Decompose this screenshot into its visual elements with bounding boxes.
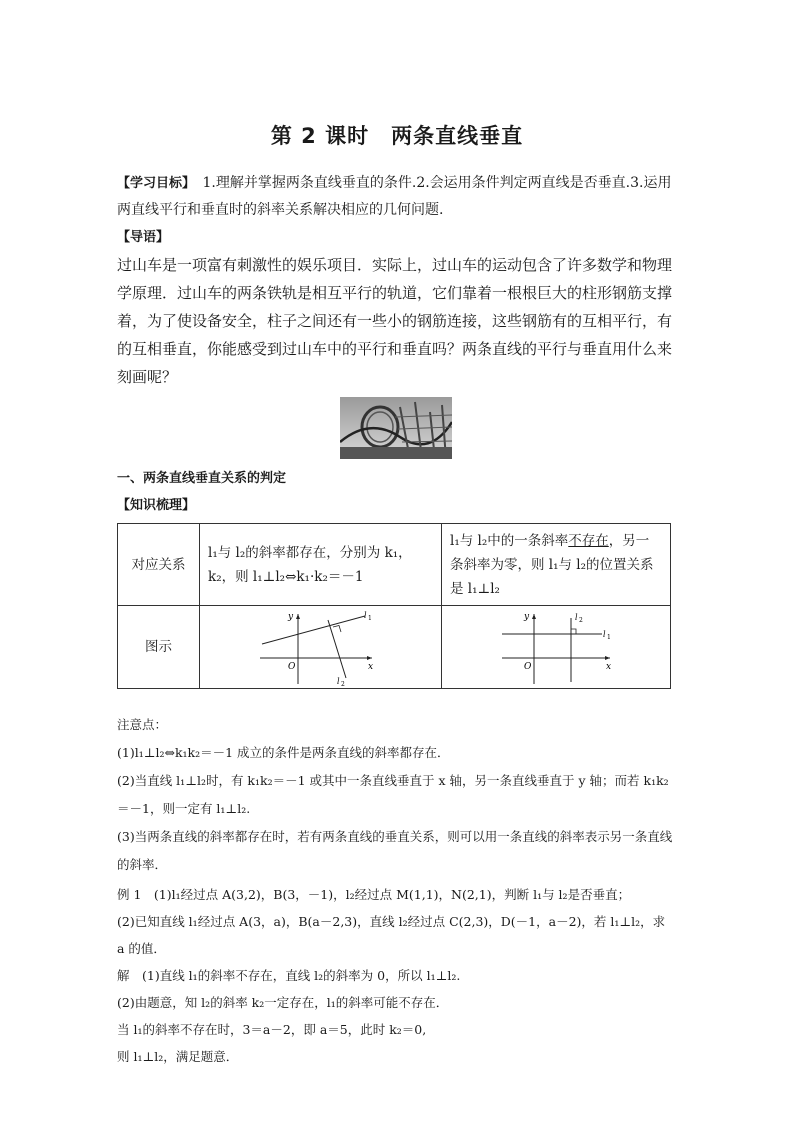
notes-block	[117, 711, 675, 879]
cell-text-pre: l₁与 l₂中的一条斜率	[450, 532, 569, 549]
cell-text-post: ，另一条斜率为零，则 l₁与 l₂的位置关系是 l₁⊥l₂	[450, 532, 654, 597]
solution-line-3: 当 l₁的斜率不存在时，3＝a－2，即 a＝5，此时 k₂＝0,	[117, 1022, 427, 1037]
table-head-figure: 图示	[118, 606, 200, 689]
example-1-part2: (2)已知直线 l₁经过点 A(3，a)，B(a－2,3)，直线 l₂经过点 C(2,3)，D(－1，a－2)，若 l₁⊥l₂，求 a 的值．	[117, 914, 666, 956]
table-cell-slopes-exist: l₁与 l₂的斜率都存在，分别为 k₁，k₂，则 l₁⊥l₂⇔k₁·k₂＝－1	[200, 524, 442, 606]
note-3: (3)当两条直线的斜率都存在时，若有两条直线的垂直关系，则可以用一条直线的斜率表示另一条直线的斜率．	[117, 829, 673, 872]
intro-label: 【导语】	[117, 230, 170, 245]
l2-subscript: 2	[341, 681, 345, 688]
perpendicular-table	[117, 523, 671, 689]
origin-label: O	[524, 662, 532, 672]
oblique-perpendicular-diagram	[200, 606, 440, 688]
objectives-text: 1.理解并掌握两条直线垂直的条件.2.会运用条件判定两直线是否垂直.3.运用两直线平行和垂直时的斜率关系解决相应的几何问题.	[117, 175, 672, 218]
page-title: 第 2 课时 两条直线垂直	[270, 124, 524, 148]
table-cell-slope-undefined	[442, 524, 671, 606]
example-1-part1: 例 1 (1)l₁经过点 A(3,2)，B(3，－1)，l₂经过点 M(1,1)，N(2,1)，判断 l₁与 l₂是否垂直；	[117, 887, 631, 902]
figure-axis-parallel-lines	[442, 606, 671, 689]
l1-label: l	[364, 611, 367, 620]
notes-label: 注意点：	[117, 717, 168, 732]
x-axis-label: x	[606, 662, 612, 672]
x-axis-label: x	[368, 662, 374, 672]
l1-label: l	[603, 630, 606, 639]
origin-label: O	[288, 662, 296, 672]
solution-line-4: 则 l₁⊥l₂，满足题意．	[117, 1049, 239, 1064]
example-1	[117, 881, 675, 1070]
table-head-relation: 对应关系	[118, 524, 200, 606]
cell-text-underlined: 不存在	[568, 532, 609, 549]
knowledge-label: 【知识梳理】	[117, 498, 196, 513]
y-axis-label: y	[288, 612, 294, 622]
y-axis-label: y	[524, 612, 530, 622]
roller-coaster-photo	[340, 397, 452, 459]
l2-label: l	[575, 613, 578, 622]
figure-oblique-lines	[200, 606, 442, 689]
l2-subscript: 2	[579, 617, 583, 624]
section1-heading: 一、两条直线垂直关系的判定	[117, 471, 287, 486]
note-2: (2)当直线 l₁⊥l₂时，有 k₁k₂＝－1 或其中一条直线垂直于 x 轴，另一条直线垂直于 y 轴；而若 k₁k₂＝－1，则一定有 l₁⊥l₂.	[117, 773, 669, 816]
learning-objectives	[117, 170, 675, 224]
axis-parallel-perpendicular-diagram	[442, 606, 670, 688]
solution-line-1: 解 (1)直线 l₁的斜率不存在，直线 l₂的斜率为 0，所以 l₁⊥l₂.	[117, 968, 461, 983]
l1-subscript: 1	[368, 615, 372, 622]
intro-text: 过山车是一项富有刺激性的娱乐项目．实际上，过山车的运动包含了许多数学和物理学原理．过山车的两条铁轨是相互平行的轨道，它们靠着一根根巨大的柱形钢筋支撑着，为了使设备安全，柱子之间还有一些小的钢筋连接，这些钢筋有的互相平行，有的互相垂直，你能感受到过山车中的平行和垂直吗？两条直线的平行与垂直用什么来刻画呢？	[117, 256, 673, 386]
note-1: (1)l₁⊥l₂⇔k₁k₂＝－1 成立的条件是两条直线的斜率都存在．	[117, 745, 450, 760]
document-body	[117, 170, 675, 1070]
solution-line-2: (2)由题意，知 l₂的斜率 k₂一定存在，l₁的斜率可能不存在．	[117, 995, 449, 1010]
objectives-label: 【学习目标】	[117, 176, 189, 191]
l2-label: l	[337, 677, 340, 686]
l1-subscript: 1	[607, 634, 611, 641]
